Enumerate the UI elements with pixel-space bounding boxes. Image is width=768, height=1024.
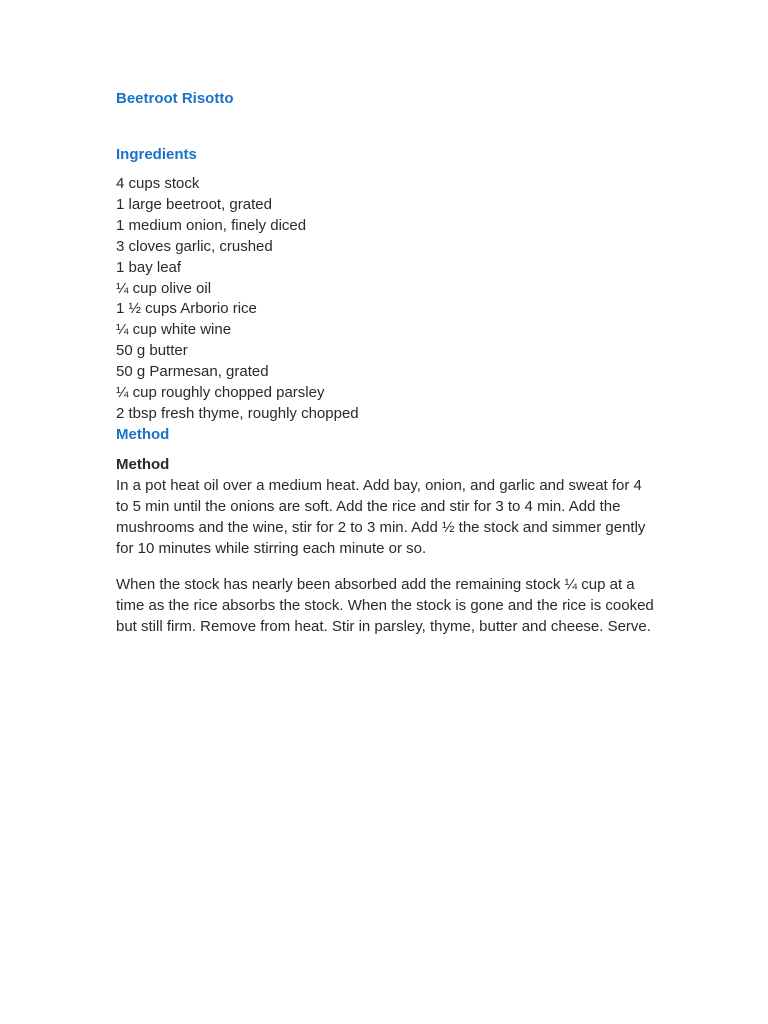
recipe-content <box>116 89 656 637</box>
recipe-title: Beetroot Risotto <box>116 90 234 107</box>
ingredient-item: 1 medium onion, finely diced <box>116 216 307 234</box>
ingredient-item: 2 tbsp fresh thyme, roughly chopped <box>116 404 359 422</box>
method-paragraph-2: When the stock has nearly been absorbed add the remaining stock ¼ cup at a time as the rice absorbs the stock. When the stock is gone and the rice is cooked but still firm. Remove from heat. Stir in parsley, thyme, butter and cheese. Serve. <box>116 575 654 635</box>
method-subheading: Method <box>116 455 170 473</box>
ingredient-item: 1 large beetroot, grated <box>116 195 272 213</box>
method-paragraph-1: In a pot heat oil over a medium heat. Add bay, onion, and garlic and sweat for 4 to 5 min until the onions are soft. Add the rice and stir for 3 to 4 min. Add the mushrooms and the wine, stir for 2 to 3 min. Add ½ the stock and simmer gently for 10 minutes while stirring each minute or so. <box>116 476 646 557</box>
ingredient-item: ¼ cup white wine <box>116 321 232 339</box>
ingredient-item: ¼ cup olive oil <box>116 279 212 297</box>
ingredient-item: 4 cups stock <box>116 175 200 192</box>
ingredient-item: ¼ cup roughly chopped parsley <box>116 384 325 402</box>
ingredient-item: 1 ½ cups Arborio rice <box>116 300 257 318</box>
ingredients-heading: Ingredients <box>116 146 197 163</box>
ingredient-list <box>116 174 656 425</box>
method-heading: Method <box>116 425 170 443</box>
ingredient-item: 3 cloves garlic, crushed <box>116 237 273 255</box>
ingredient-item: 50 g butter <box>116 342 188 360</box>
ingredient-item: 50 g Parmesan, grated <box>116 363 269 381</box>
ingredient-item: 1 bay leaf <box>116 258 182 276</box>
